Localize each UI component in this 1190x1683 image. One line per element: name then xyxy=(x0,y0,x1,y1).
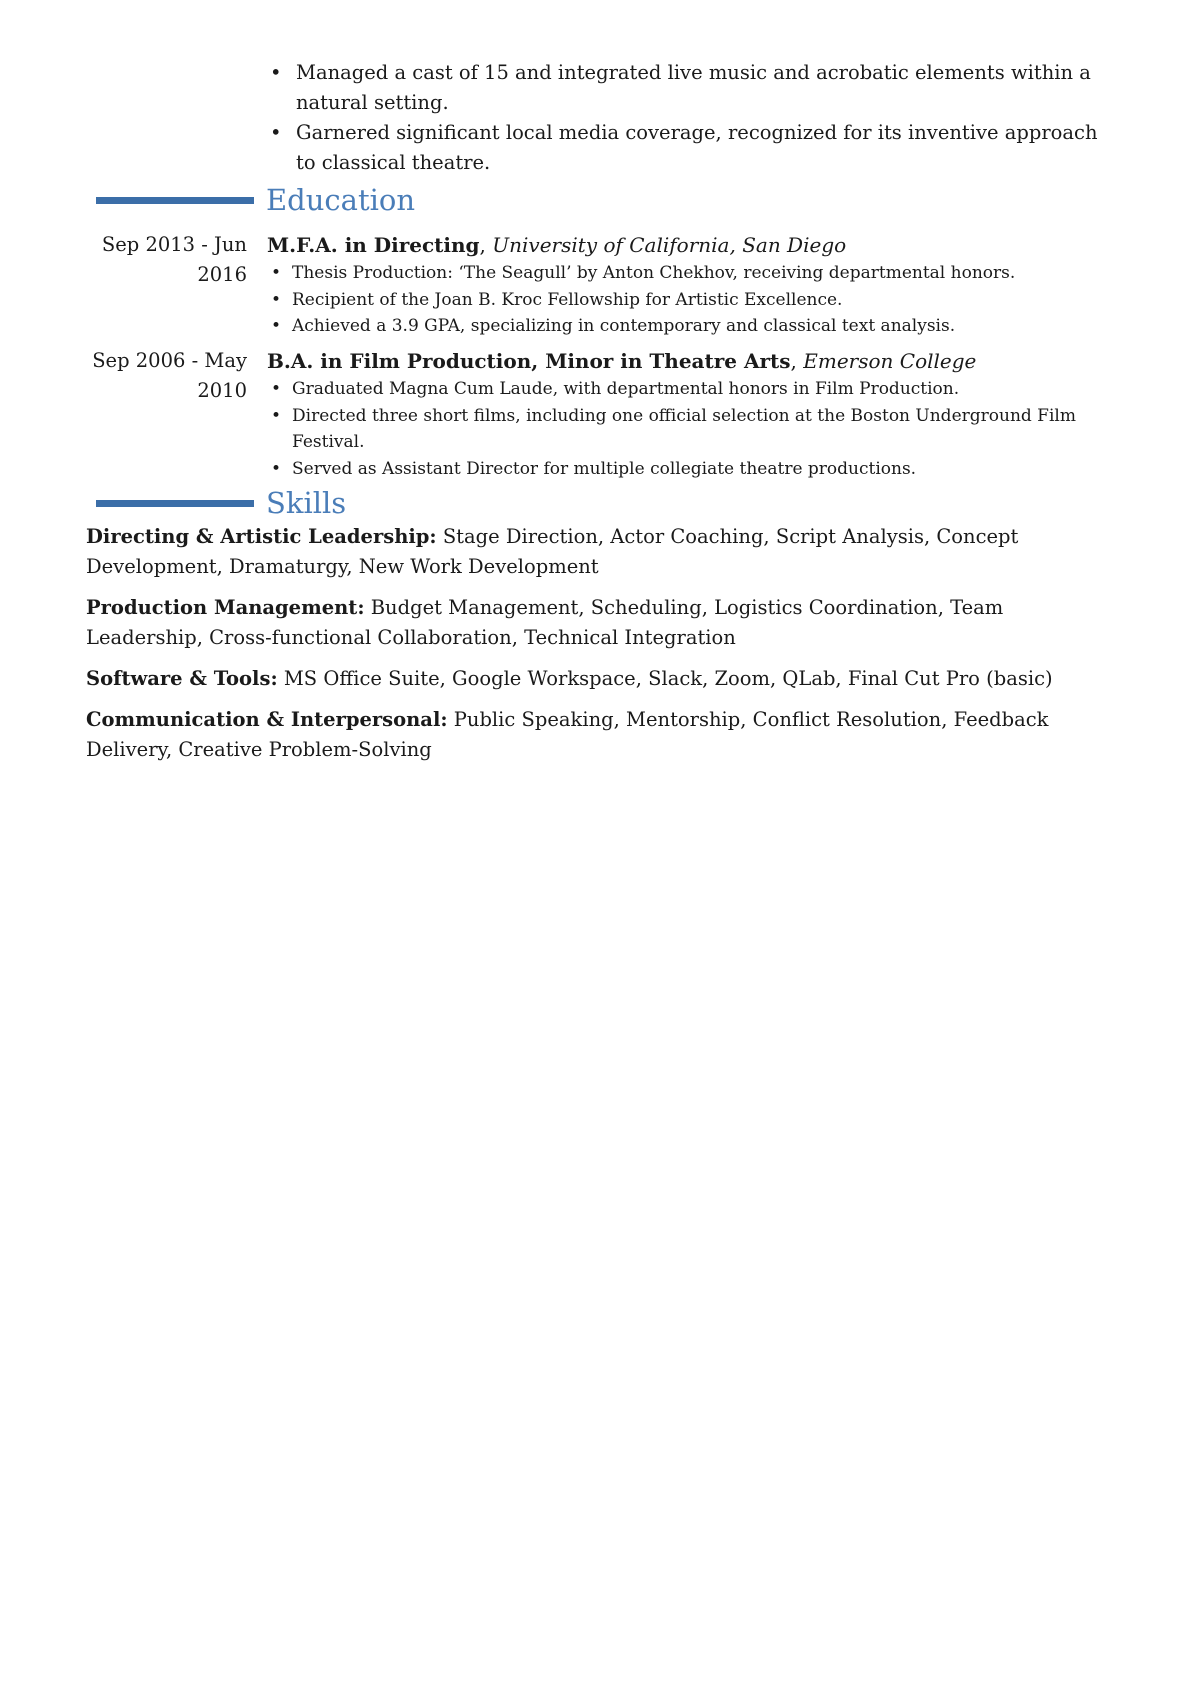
skill-row xyxy=(86,593,1116,653)
education-degree: M.F.A. in Directing xyxy=(267,233,480,257)
skill-items: MS Office Suite, Google Workspace, Slack, Zoom, QLab, Final Cut Pro (basic) xyxy=(283,667,1053,690)
skills-list xyxy=(86,522,1116,776)
section-accent-bar xyxy=(96,500,254,507)
education-degree: B.A. in Film Production, Minor in Theatre Arts xyxy=(267,349,791,373)
list-item: • Graduated Magna Cum Laude, with departmental honors in Film Production. xyxy=(267,376,1117,403)
education-body xyxy=(267,346,1117,482)
skill-items: Budget Management, Scheduling, Logistics Coordination, Team Leadership, Cross-functional Collaboration, Technical Integration xyxy=(86,596,1004,649)
skill-label: Communication & Interpersonal: xyxy=(86,708,448,731)
skill-row xyxy=(86,522,1116,582)
education-title xyxy=(267,230,1117,260)
education-school: University of California, San Diego xyxy=(492,233,847,257)
list-item: • Served as Assistant Director for multiple collegiate theatre productions. xyxy=(267,456,1117,483)
skill-items: Stage Direction, Actor Coaching, Script Analysis, Concept Development, Dramaturgy, New Work Development xyxy=(86,525,1019,578)
experience-continued-list xyxy=(266,58,1106,178)
skills-section-header xyxy=(96,486,346,520)
title-separator: , xyxy=(479,233,493,257)
skill-label: Software & Tools: xyxy=(86,667,278,690)
section-title-education: Education xyxy=(266,183,416,217)
skill-items: Public Speaking, Mentorship, Conflict Resolution, Feedback Delivery, Creative Problem-Solving xyxy=(86,708,1049,761)
title-separator: , xyxy=(790,349,804,373)
section-title-skills: Skills xyxy=(266,486,347,520)
skill-label: Directing & Artistic Leadership: xyxy=(86,525,437,548)
list-item: • Recipient of the Joan B. Kroc Fellowship for Artistic Excellence. xyxy=(267,287,1117,314)
list-item: • Achieved a 3.9 GPA, specializing in contemporary and classical text analysis. xyxy=(267,313,1117,340)
education-date: Sep 2006 - May 2010 xyxy=(92,349,247,402)
skill-label: Production Management: xyxy=(86,596,365,619)
education-section-header xyxy=(96,183,415,217)
list-item: • Garnered significant local media coverage, recognized for its inventive approach to classical theatre. xyxy=(266,118,1106,178)
skill-row xyxy=(86,705,1116,765)
list-item: • Directed three short films, including one official selection at the Boston Underground Film Festival. xyxy=(267,403,1117,456)
education-details-list xyxy=(267,376,1117,482)
education-body xyxy=(267,230,1117,340)
education-school: Emerson College xyxy=(803,349,977,373)
education-date: Sep 2013 - Jun 2016 xyxy=(101,233,247,286)
skill-row xyxy=(86,664,1116,694)
list-item: • Thesis Production: ‘The Seagull’ by Anton Chekhov, receiving departmental honors. xyxy=(267,260,1117,287)
list-item: • Managed a cast of 15 and integrated live music and acrobatic elements within a natural setting. xyxy=(266,58,1106,118)
education-title xyxy=(267,346,1117,376)
section-accent-bar xyxy=(96,197,254,204)
education-details-list xyxy=(267,260,1117,340)
